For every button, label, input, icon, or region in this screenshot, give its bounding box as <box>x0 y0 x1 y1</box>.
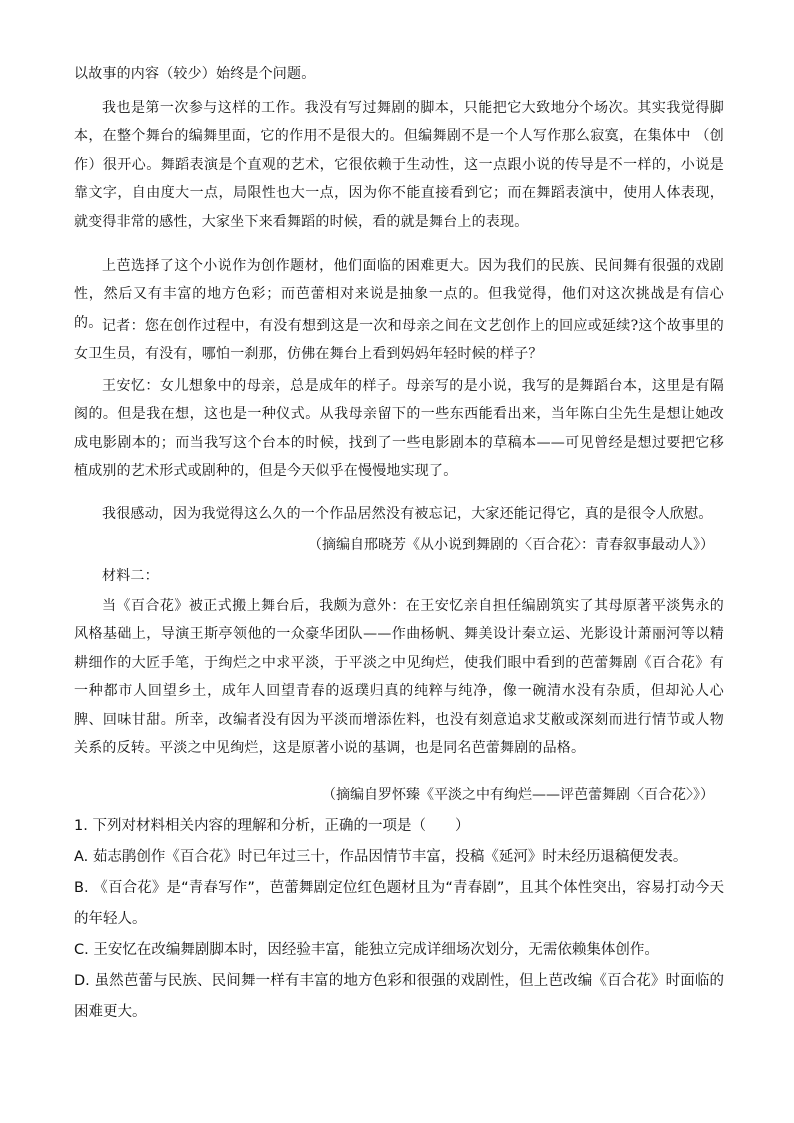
passage-paragraph: 以故事的内容（较少）始终是个问题。 <box>74 66 316 82</box>
material-heading: 材料二： <box>102 568 159 584</box>
passage-paragraph: 我也是第一次参与这样的工作。我没有写过舞剧的脚本，只能把它大致地分个场次。其实我觉得脚本，在整个舞台的编舞里面，它的作用不是很大的。但编舞剧不是一个人写作那么寂寞，在集体中 （创作）很开心。舞蹈表演是个直观的艺术，它很依赖于生动性，这一点跟小说的传导是不一样的，小说是靠文字，自由度大一点，局限性也大一点，因为你不能直接看到它；而在舞蹈表演中，使用人体表现，就变得非常的感性，大家坐下来看舞蹈的时候，看的就是舞台上的表现。 <box>74 100 724 230</box>
source-citation: （摘编自罗怀臻《平淡之中有绚烂——评芭蕾舞剧〈百合花〉》） <box>322 787 714 803</box>
option-b: B. 《百合花》是“青春写作”，芭蕾舞剧定位红色题材且为“青春剧”，且其个体性突出，容易打动今天的年轻人。 <box>74 880 724 927</box>
passage-paragraph: 上芭选择了这个小说作为创作题材，他们面临的困难更大。因为我们的民族、民间舞有很强的戏剧性，然后又有丰富的地方色彩；而芭蕾相对来说是抽象一点的。但我觉得，他们对这次挑战是有信心的。 <box>74 258 724 331</box>
option-c: C. 王安忆在改编舞剧脚本时，因经验丰富，能独立完成详细场次划分，无需依赖集体创作。 <box>74 942 659 958</box>
passage-paragraph: 记者：您在创作过程中，有没有想到这是一次和母亲之间在文艺创作上的回应或延续?这个故事里的女卫生员，有没有，哪怕一刹那，仿佛在舞台上看到妈妈年轻时候的样子？ <box>74 318 724 363</box>
passage-paragraph: 当《百合花》被正式搬上舞台后，我颇为意外：在王安忆亲自担任编剧筑实了其母原著平淡隽永的风格基础上，导演王斯亭领他的一众豪华团队——作曲杨帆、舞美设计秦立运、光影设计萧丽河等以精耕细作的大匠手笔，于绚烂之中求平淡，于平淡之中见绚烂，使我们眼中看到的芭蕾舞剧《百合花》有一种都市人回望乡土，成年人回望青春的返璞归真的纯粹与纯净，像一碗清水没有杂质，但却沁人心脾、回味甘甜。所幸，改编者没有因为平淡而增添佐料，也没有刻意追求艾敝或深刻而进行情节或人物关系的反转。平淡之中见绚烂，这是原著小说的基调，也是同名芭蕾舞剧的品格。 <box>74 598 724 757</box>
option-d: D. 虽然芭蕾与民族、民间舞一样有丰富的地方色彩和很强的戏剧性，但上芭改编《百合花》时面临的困难更大。 <box>74 973 724 1020</box>
passage-paragraph: 王安忆：女儿想象中的母亲，总是成年的样子。母亲写的是小说，我写的是舞蹈台本，这里是有隔阂的。但是我在想，这也是一种仪式。从我母亲留下的一些东西能看出来，当年陈白尘先生是想让她改成电影剧本的；而当我写这个台本的时候，找到了一些电影剧本的草稿本——可见曾经是想过要把它移植成别的艺术形式或剧种的，但是今天似乎在慢慢地实现了。 <box>74 378 724 480</box>
passage-paragraph: 我很感动，因为我觉得这么久的一个作品居然没有被忘记，大家还能记得它，真的是很令人欣慰。 <box>102 506 713 522</box>
source-citation: （摘编自邢晓芳《从小说到舞剧的〈百合花〉：青春叙事最动人》） <box>308 537 714 553</box>
option-a: A. 茹志鹃创作《百合花》时已年过三十，作品因情节丰富，投稿《延河》时未经历退稿便发表。 <box>74 849 688 865</box>
question-stem: 1. 下列对材料相关内容的理解和分析，正确的一项是（ ） <box>74 818 470 834</box>
